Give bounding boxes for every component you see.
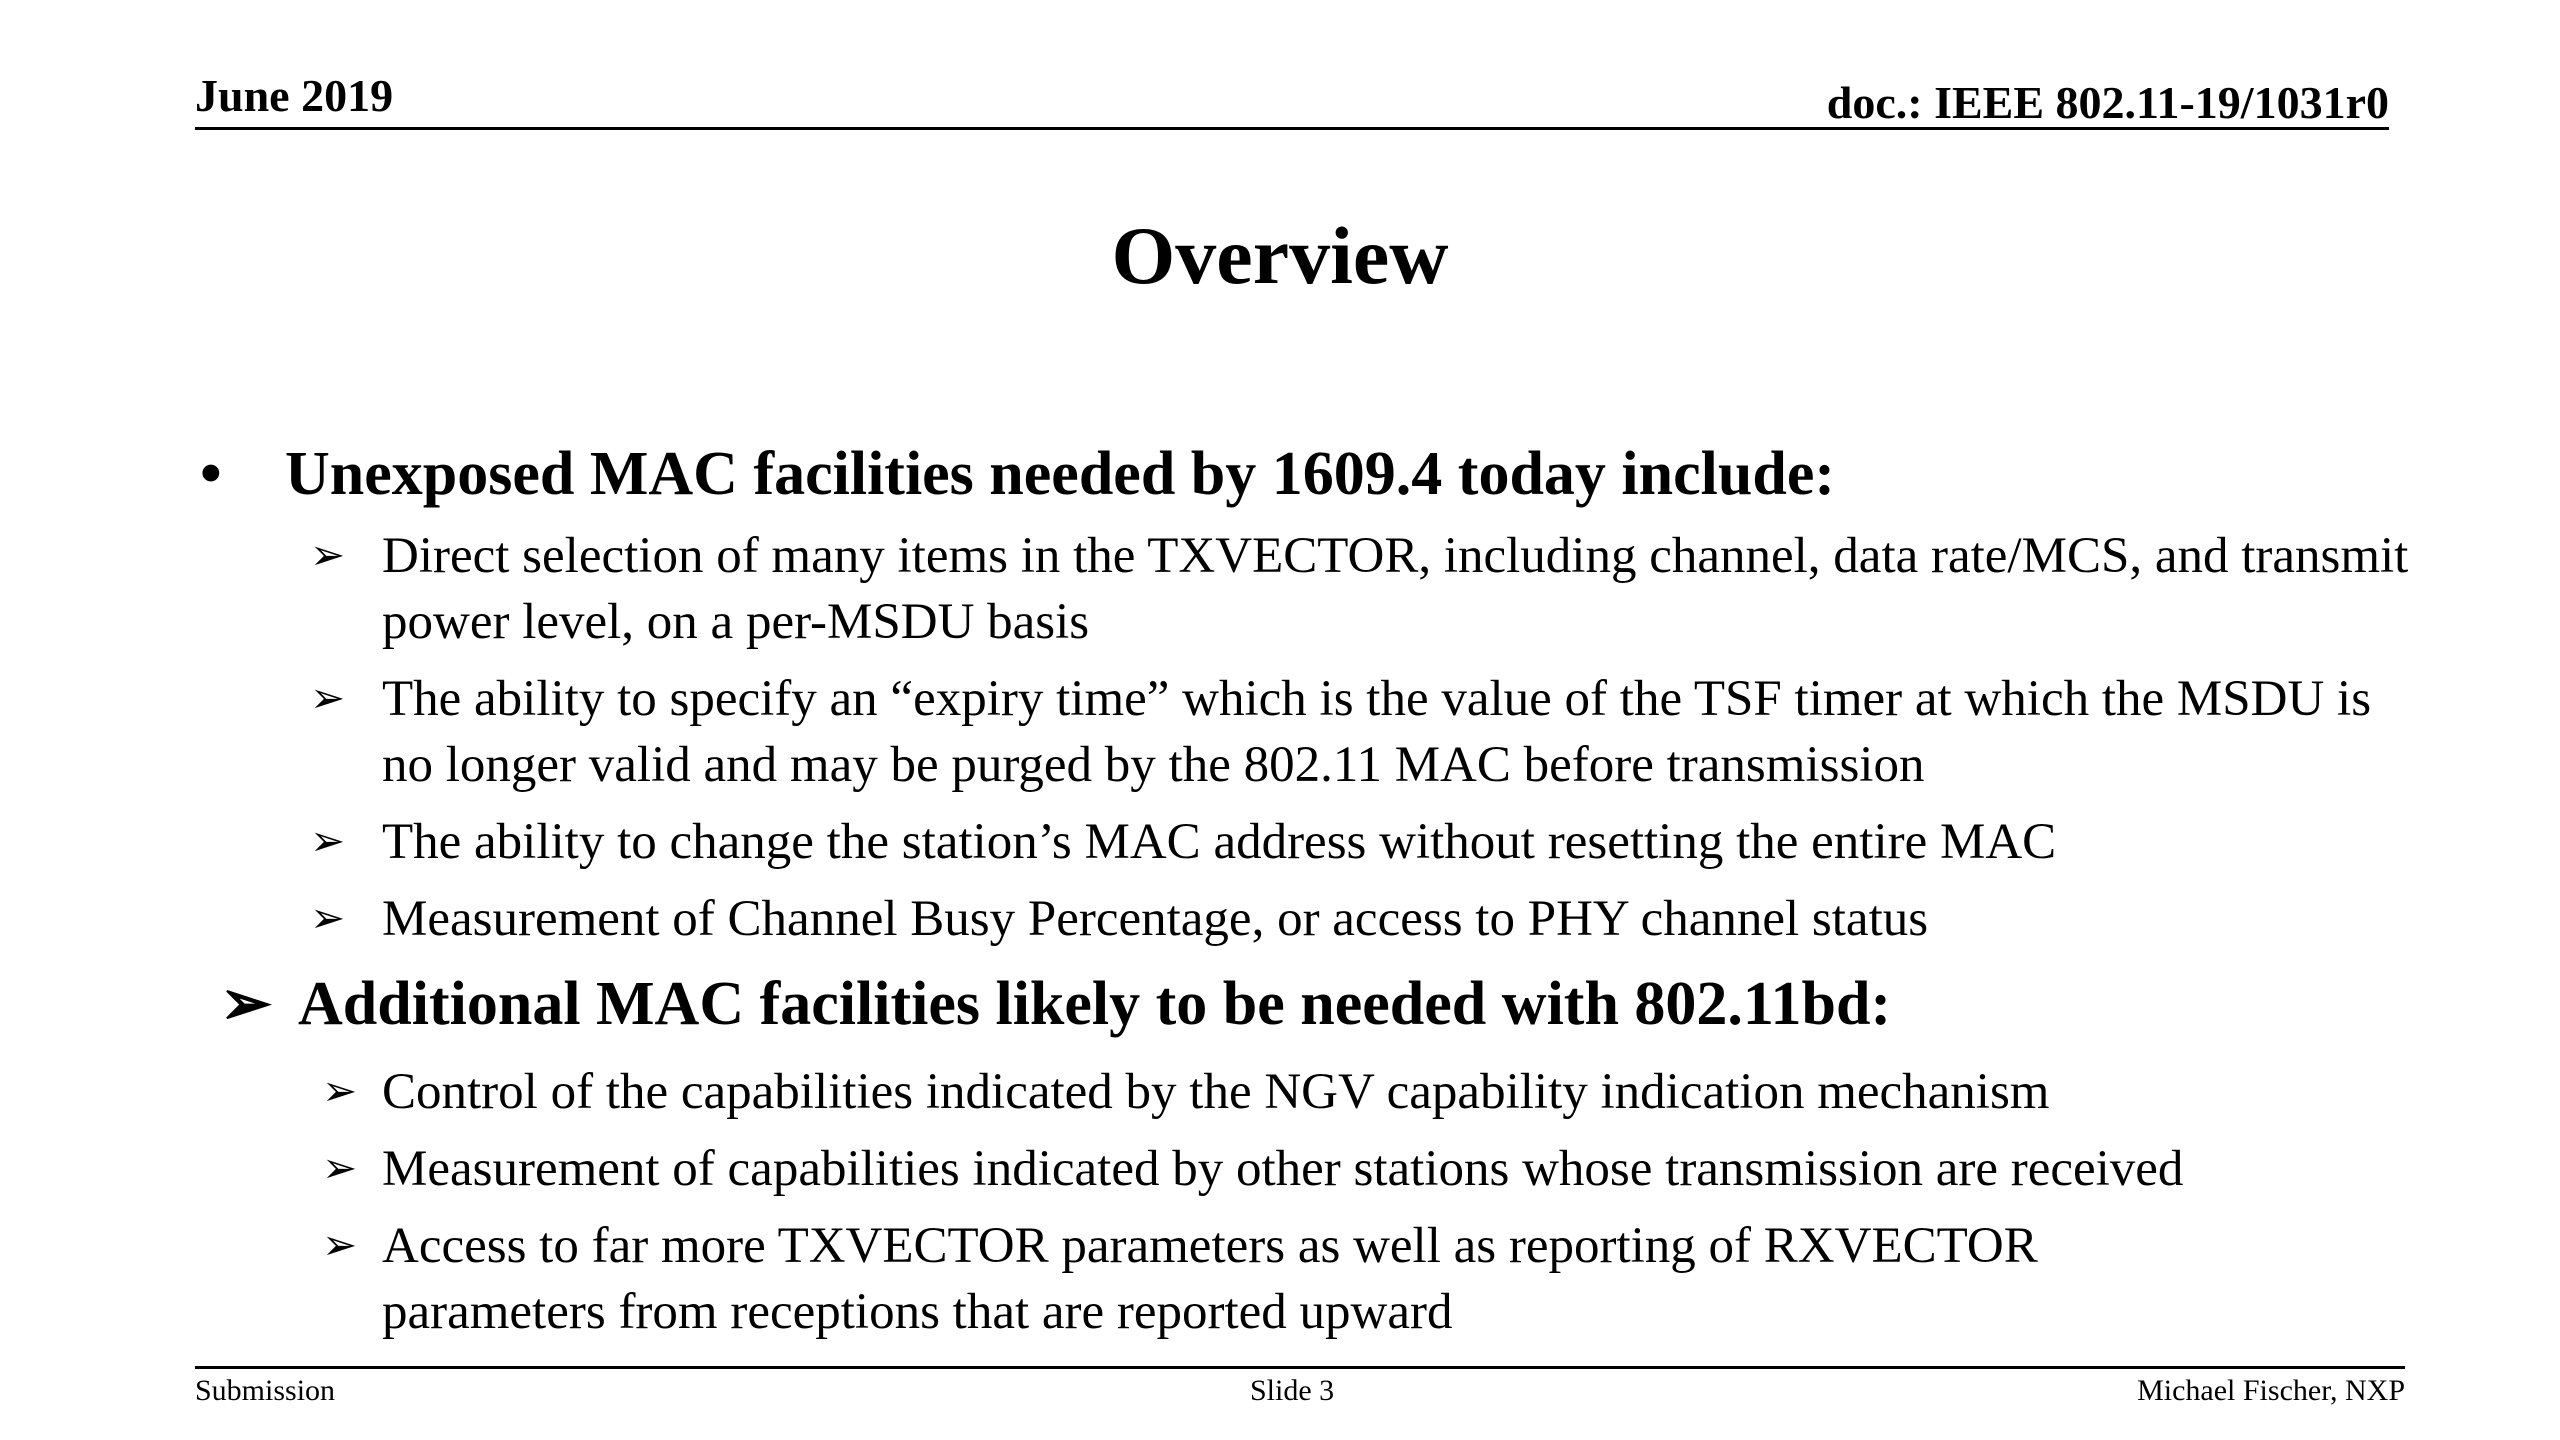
list-item <box>310 666 2410 798</box>
list-item-text: Control of the capabilities indicated by the NGV capability indication mechanism <box>382 1064 2050 1120</box>
arrow-bullet-icon: ➢ <box>310 533 346 579</box>
footer-submission: Submission <box>195 1374 336 1407</box>
section-heading-text: Unexposed MAC facilities needed by 1609.4 today include: <box>285 440 1835 508</box>
list-item <box>310 523 2410 655</box>
list-item-text: Access to far more TXVECTOR parameters as well as reporting of RXVECTOR parameters from receptions that are reported upward <box>382 1218 2038 1340</box>
arrow-bullet-icon: ➢ <box>310 896 346 942</box>
list-item <box>310 809 2410 875</box>
arrow-bullet-icon: ➢ <box>322 1069 358 1115</box>
footer-author: Michael Fischer, NXP <box>2137 1374 2405 1407</box>
arrow-bullet-icon: ➢ <box>220 970 272 1038</box>
arrow-bullet-icon: ➢ <box>322 1146 358 1192</box>
section-heading-text: Additional MAC facilities likely to be needed with 802.11bd: <box>298 970 1892 1038</box>
footer-slide-number: Slide 3 <box>1250 1374 1335 1407</box>
list-item <box>322 1059 2422 1125</box>
header-date: June 2019 <box>195 70 394 121</box>
list-item-text: The ability to specify an “expiry time” which is the value of the TSF timer at which the MSDU is no longer valid and may be purged by the 802.11 MAC before transmission <box>382 671 2372 793</box>
list-item-text: Measurement of capabilities indicated by other stations whose transmission are received <box>382 1141 2184 1197</box>
list-item-text: The ability to change the station’s MAC address without resetting the entire MAC <box>382 814 2057 870</box>
bullet-dot-icon: • <box>200 440 222 508</box>
list-item-text: Direct selection of many items in the TXVECTOR, including channel, data rate/MCS, and transmit power level, on a per-MSDU basis <box>382 528 2409 650</box>
slide-title: Overview <box>1111 210 1449 301</box>
list-item <box>322 1136 2422 1202</box>
arrow-bullet-icon: ➢ <box>310 676 346 722</box>
arrow-bullet-icon: ➢ <box>310 819 346 865</box>
arrow-bullet-icon: ➢ <box>322 1223 358 1269</box>
header-doc-number: doc.: IEEE 802.11-19/1031r0 <box>1826 77 2389 128</box>
list-item <box>310 886 2410 952</box>
footer-divider <box>195 1366 2405 1369</box>
list-item <box>322 1213 2222 1345</box>
list-item-text: Measurement of Channel Busy Percentage, or access to PHY channel status <box>382 891 1929 947</box>
